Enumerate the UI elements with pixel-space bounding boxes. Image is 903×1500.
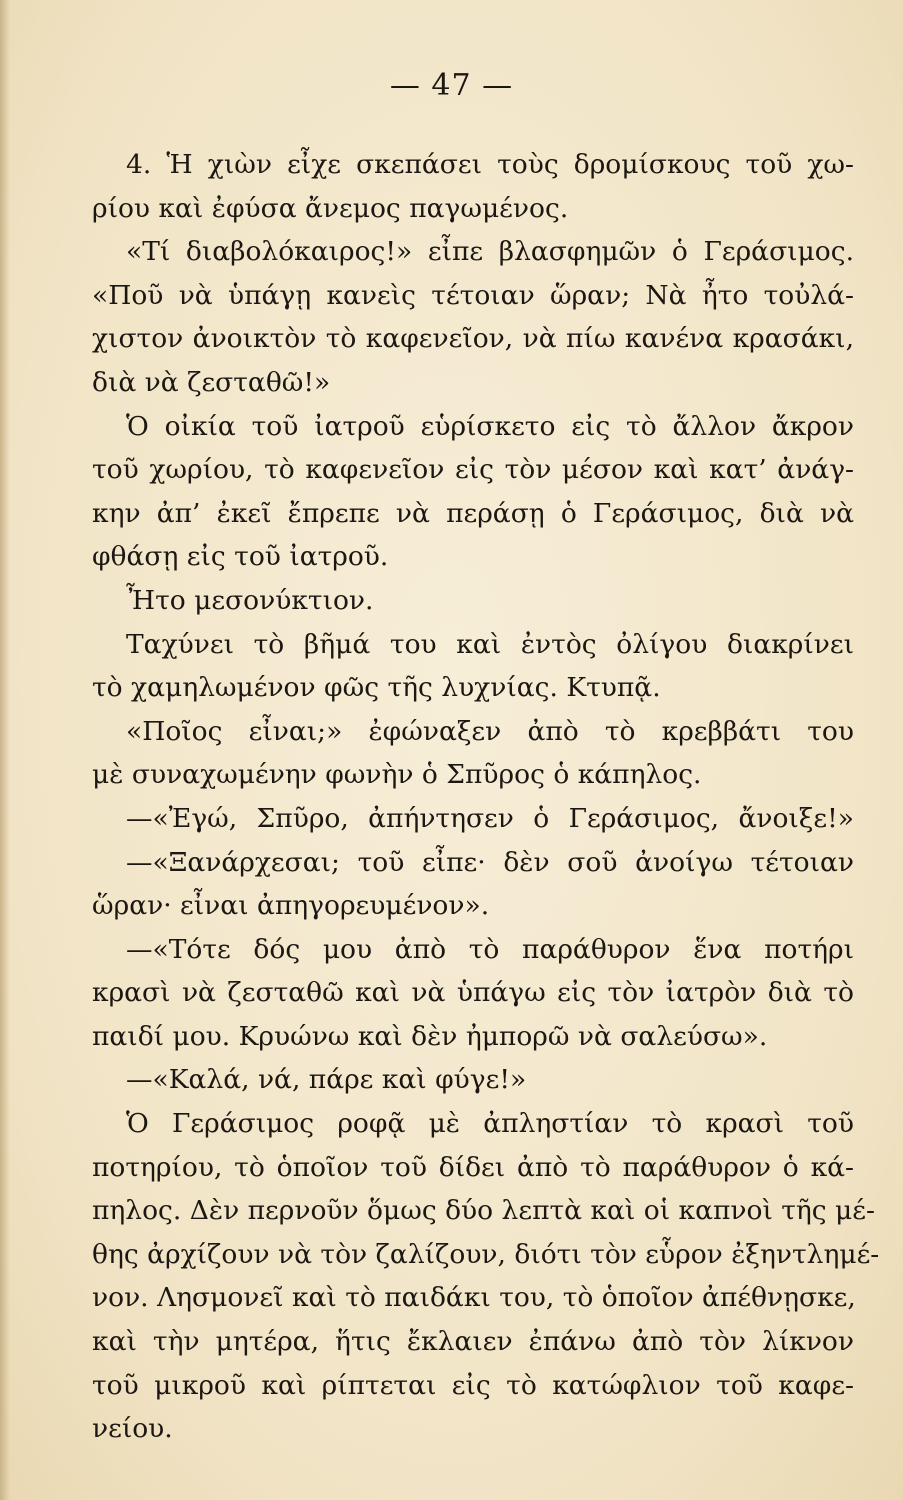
text-line: «Ποῦ νὰ ὑπάγῃ κανεὶς τέτοιαν ὥραν; Νὰ ἦτο τοὐλά- [92, 279, 854, 311]
text-line: μὲ συναχωμένην φωνὴν ὁ Σπῦρος ὁ κάπηλος. [92, 759, 702, 791]
text-line: —«Ἐγώ, Σπῦρο, ἀπήντησεν ὁ Γεράσιμος, ἄνοιξε!» [126, 802, 854, 834]
text-line: νον. Λησμονεῖ καὶ τὸ παιδάκι του, τὸ ὁποῖον ἀπέθνῃσκε, [92, 1282, 856, 1314]
text-line: κην ἀπ’ ἐκεῖ ἔπρεπε νὰ περάσῃ ὁ Γεράσιμος, διὰ νὰ [92, 497, 854, 529]
body-text [92, 143, 880, 1451]
text-line: —«Τότε δός μου ἀπὸ τὸ παράθυρον ἕνα ποτήρι [126, 933, 854, 965]
text-line: —«Ξανάρχεσαι; τοῦ εἶπε· δὲν σοῦ ἀνοίγω τέτοιαν [126, 846, 854, 878]
text-line: Ἦτο μεσονύκτιον. [126, 584, 374, 616]
text-line: διὰ νὰ ζεσταθῶ!» [92, 366, 331, 398]
text-line: ρίου καὶ ἐφύσα ἄνεμος παγωμένος. [92, 192, 569, 224]
text-line: Ὁ οἰκία τοῦ ἰατροῦ εὑρίσκετο εἰς τὸ ἄλλον ἄκρον [126, 410, 854, 442]
text-line: —«Καλά, νά, πάρε καὶ φύγε!» [126, 1064, 527, 1096]
text-line: Ταχύνει τὸ βῆμά του καὶ ἐντὸς ὀλίγου διακρίνει [126, 628, 854, 660]
text-line: 4. Ἡ χιὼν εἶχε σκεπάσει τοὺς δρομίσκους τοῦ χω- [126, 149, 854, 180]
text-line: τὸ χαμηλωμένον φῶς τῆς λυχνίας. Κτυπᾷ. [92, 672, 661, 704]
text-line: «Τί διαβολόκαιρος!» εἶπε βλασφημῶν ὁ Γεράσιμος. [126, 236, 854, 268]
text-line: θης ἀρχίζουν νὰ τὸν ζαλίζουν, διότι τὸν εὗρον ἐξηντλημέ- [92, 1238, 880, 1270]
page-number: — 47 — [389, 68, 514, 103]
text-line: πηλος. Δὲν περνοῦν ὅμως δύο λεπτὰ καὶ οἱ καπνοὶ τῆς μέ- [92, 1195, 875, 1227]
text-line: καὶ τὴν μητέρα, ἥτις ἔκλαιεν ἐπάνω ἀπὸ τὸν λίκνον [92, 1326, 854, 1358]
text-line: νείου. [92, 1413, 173, 1445]
text-line: «Ποῖος εἶναι;» ἐφώναξεν ἀπὸ τὸ κρεββάτι του [126, 715, 854, 747]
text-line: τοῦ μικροῦ καὶ ρίπτεται εἰς τὸ κατώφλιον τοῦ καφε- [92, 1369, 854, 1401]
text-line: Ὁ Γεράσιμος ροφᾷ μὲ ἀπληστίαν τὸ κρασὶ τοῦ [126, 1108, 854, 1140]
text-line: ὥραν· εἶναι ἀπηγορευμένον». [92, 890, 490, 922]
text-line: κρασὶ νὰ ζεσταθῶ καὶ νὰ ὑπάγω εἰς τὸν ἰατρὸν διὰ τὸ [92, 977, 854, 1009]
text-line: τοῦ χωρίου, τὸ καφενεῖον εἰς τὸν μέσον καὶ κατ’ ἀνάγ- [92, 454, 854, 486]
page-spine-shadow [0, 0, 10, 1500]
text-line: χιστον ἀνοικτὸν τὸ καφενεῖον, νὰ πίω κανένα κρασάκι, [92, 323, 854, 355]
text-line: παιδί μου. Κρυώνω καὶ δὲν ἠμπορῶ νὰ σαλεύσω». [92, 1020, 768, 1052]
text-line: ποτηρίου, τὸ ὁποῖον τοῦ δίδει ἀπὸ τὸ παράθυρον ὁ κά- [92, 1151, 854, 1183]
text-line: φθάσῃ εἰς τοῦ ἰατροῦ. [92, 541, 389, 573]
